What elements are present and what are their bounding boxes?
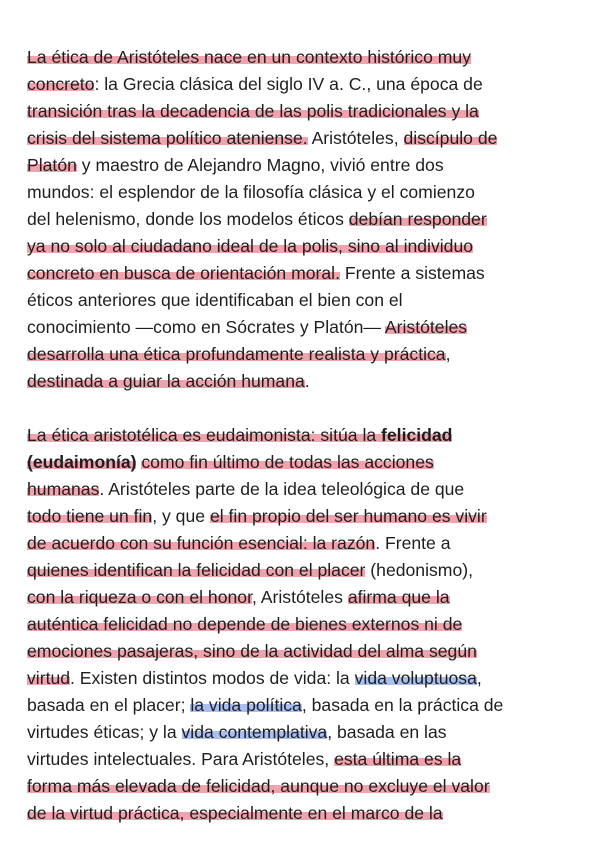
highlighted-text: destinada a guiar la acción humana xyxy=(27,371,305,391)
text-line xyxy=(27,800,587,827)
text-line xyxy=(27,287,587,314)
highlighted-text: concreto xyxy=(27,74,95,94)
text-segment: , xyxy=(445,344,451,364)
text-segment: Frente a sistemas xyxy=(339,263,485,283)
text-segment: virtudes éticas; y la xyxy=(27,722,182,742)
highlighted-text: discípulo de xyxy=(403,128,498,148)
highlighted-text: todo tiene un fin xyxy=(27,506,153,526)
paragraph-2 xyxy=(27,422,587,827)
text-segment: : la Grecia clásica del siglo IV a. C., una época de xyxy=(94,74,483,94)
highlighted-text: de acuerdo con su función esencial: la razón xyxy=(27,533,376,553)
text-segment: del helenismo, donde los modelos éticos xyxy=(27,209,349,229)
highlighted-text: esta última es la xyxy=(334,749,462,769)
text-line xyxy=(27,71,587,98)
highlighted-text: ya no solo al ciudadano ideal de la polis, sino al individuo xyxy=(27,236,474,256)
text-segment: , Aristóteles xyxy=(251,587,348,607)
text-line xyxy=(27,719,587,746)
text-line xyxy=(27,179,587,206)
highlighted-text: La ética aristotélica es eudaimonista: sitúa la xyxy=(27,425,382,445)
text-line xyxy=(27,584,587,611)
highlighted-text: como fin último de todas las acciones xyxy=(141,452,434,472)
text-line xyxy=(27,557,587,584)
text-segment: y maestro de Alejandro Magno, vivió entre dos xyxy=(76,155,444,175)
highlighted-text: la vida política xyxy=(190,695,302,715)
highlighted-text: (eudaimonía) xyxy=(27,452,137,472)
text-segment: . Frente a xyxy=(375,533,451,553)
text-line xyxy=(27,422,587,449)
highlighted-text: afirma que la xyxy=(347,587,450,607)
highlighted-text: quienes identifican la felicidad con el placer xyxy=(27,560,366,580)
text-segment: , basada en la práctica de xyxy=(301,695,504,715)
highlighted-text: con la riqueza o con el honor xyxy=(27,587,252,607)
highlighted-text: emociones pasajeras, sino de la actividad del alma según xyxy=(27,641,477,661)
text-line xyxy=(27,503,587,530)
text-line xyxy=(27,125,587,152)
text-line xyxy=(27,233,587,260)
text-segment: (hedonismo), xyxy=(365,560,473,580)
text-segment: . Existen distintos modos de vida: la xyxy=(70,668,355,688)
paragraph-1 xyxy=(27,44,587,395)
text-line xyxy=(27,476,587,503)
highlighted-text: de la virtud práctica, especialmente en el marco de la xyxy=(27,803,443,823)
highlighted-text: debían responder xyxy=(348,209,487,229)
highlighted-text: el fin propio del ser humano es vivir xyxy=(209,506,487,526)
text-line xyxy=(27,665,587,692)
text-line xyxy=(27,449,587,476)
text-segment: conocimiento —como en Sócrates y Platón— xyxy=(27,317,385,337)
text-segment: Aristóteles, xyxy=(307,128,404,148)
text-line xyxy=(27,314,587,341)
highlighted-text: concreto en busca de orientación moral. xyxy=(27,263,340,283)
text-segment: , y que xyxy=(152,506,210,526)
text-line xyxy=(27,260,587,287)
text-line xyxy=(27,98,587,125)
text-line xyxy=(27,206,587,233)
text-line xyxy=(27,341,587,368)
highlighted-text: auténtica felicidad no depende de bienes externos ni de xyxy=(27,614,463,634)
text-line xyxy=(27,611,587,638)
text-line xyxy=(27,530,587,557)
highlighted-text: vida voluptuosa xyxy=(354,668,477,688)
highlighted-text: humanas xyxy=(27,479,100,499)
highlighted-text: La ética de Aristóteles nace en un contexto histórico muy xyxy=(27,47,472,67)
text-segment: . Aristóteles parte de la idea teleológica de que xyxy=(99,479,465,499)
highlighted-text: felicidad xyxy=(381,425,453,445)
text-line xyxy=(27,746,587,773)
text-segment: . xyxy=(304,371,310,391)
highlighted-text: Aristóteles xyxy=(384,317,468,337)
text-line xyxy=(27,638,587,665)
text-line xyxy=(27,773,587,800)
highlighted-text: virtud xyxy=(27,668,71,688)
text-segment: , basada en las xyxy=(327,722,447,742)
text-segment: virtudes intelectuales. Para Aristóteles, xyxy=(27,749,335,769)
highlighted-text: vida contemplativa xyxy=(181,722,328,742)
highlighted-text: Platón xyxy=(27,155,77,175)
highlighted-text: forma más elevada de felicidad, aunque no excluye el valor xyxy=(27,776,490,796)
highlighted-text: transición tras la decadencia de las polis tradicionales y la xyxy=(27,101,479,121)
text-segment: , xyxy=(476,668,482,688)
highlighted-text: crisis del sistema político ateniense. xyxy=(27,128,308,148)
text-line xyxy=(27,152,587,179)
text-segment: mundos: el esplendor de la filosofía clásica y el comienzo xyxy=(27,182,475,202)
text-segment: éticos anteriores que identificaban el bien con el xyxy=(27,290,403,310)
text-line xyxy=(27,692,587,719)
text-line xyxy=(27,368,587,395)
text-segment: basada en el placer; xyxy=(27,695,191,715)
text-line xyxy=(27,44,587,71)
highlighted-text: desarrolla una ética profundamente realista y práctica xyxy=(27,344,446,364)
